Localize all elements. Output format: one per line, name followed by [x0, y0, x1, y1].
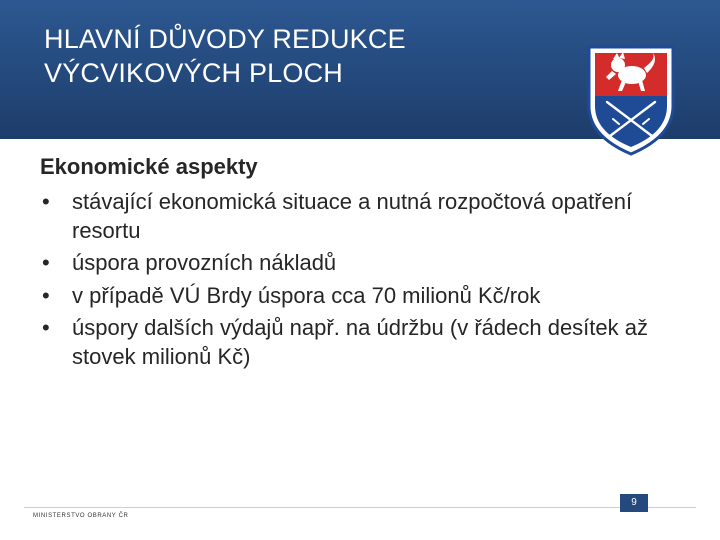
page-number-badge: 9 [620, 494, 648, 512]
bullet-text: stávající ekonomická situace a nutná rozpočtová opatření resortu [72, 189, 633, 243]
bullet-item [40, 282, 690, 311]
bullet-marker: • [42, 315, 50, 340]
bullet-list [40, 188, 690, 371]
bullet-marker: • [42, 282, 50, 308]
slide-title [44, 22, 564, 90]
footer-organization: MINISTERSTVO OBRANY ČR [33, 513, 129, 519]
slide-content [40, 150, 690, 371]
bullet-marker: • [42, 250, 50, 275]
section-heading: Ekonomické aspekty [40, 154, 258, 179]
slide-title-line-2: VÝCVIKOVÝCH PLOCH [44, 58, 343, 88]
army-coat-of-arms-icon [586, 44, 676, 156]
bullet-item [40, 314, 690, 371]
bullet-marker: • [42, 189, 50, 214]
slide-title-line-1: HLAVNÍ DŮVODY REDUKCE [44, 24, 406, 54]
bullet-item [40, 188, 690, 245]
bullet-text: v případě VÚ Brdy úspora cca 70 milionů Kč/rok [72, 282, 541, 308]
bullet-text: úspory dalších výdajů např. na údržbu (v řádech desítek až stovek milionů Kč) [72, 315, 648, 369]
bullet-text: úspora provozních nákladů [72, 250, 337, 275]
footer-divider [24, 507, 696, 508]
bullet-item [40, 249, 690, 278]
